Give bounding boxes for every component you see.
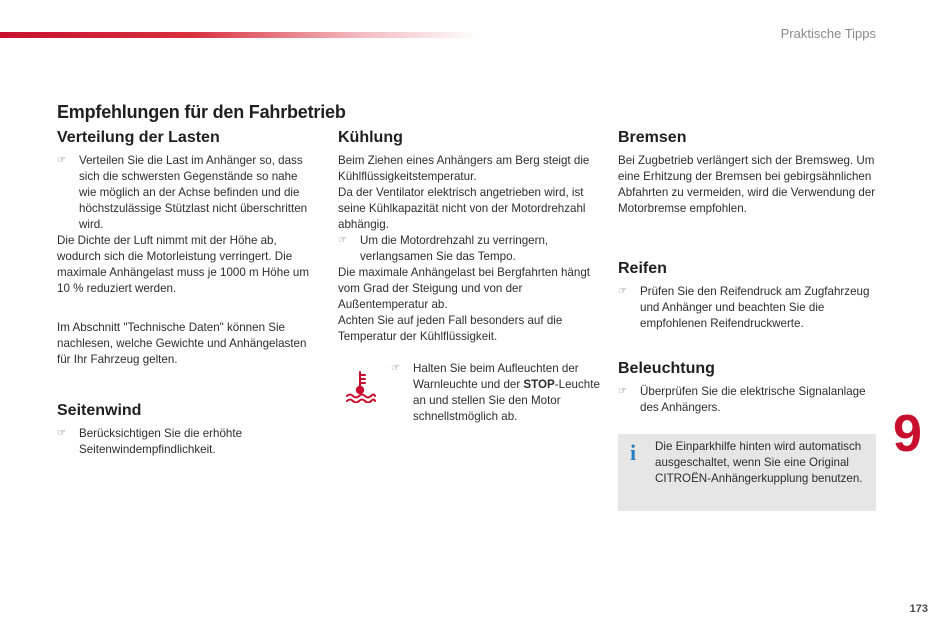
stop-label: STOP xyxy=(523,378,555,391)
heading-tyres: Reifen xyxy=(618,260,667,277)
pointing-hand-icon: ☞ xyxy=(391,363,400,374)
bullet-item: ☞ Berücksichtigen Sie die erhöhte Seitenwindempfindlichkeit. xyxy=(57,427,243,456)
column-tyres xyxy=(618,259,880,332)
column-cooling xyxy=(338,128,598,345)
paragraph: Beim Ziehen eines Anhängers am Berg steigt die Kühlflüssigkeitstemperatur. xyxy=(338,154,590,183)
pointing-hand-icon: ☞ xyxy=(338,235,347,246)
pointing-hand-icon: ☞ xyxy=(57,155,66,166)
bullet-item: ☞ Verteilen Sie die Last im Anhänger so, dass sich die schwersten Gegenstände so nahe wie möglich an der Achse befinden und die höchstzulässige Stützlast nicht überschritten wird. xyxy=(57,154,308,231)
coolant-temperature-icon xyxy=(343,369,377,403)
paragraph: Die maximale Anhängelast bei Bergfahrten hängt vom Grad der Steigung und von der Außentemperatur ab. xyxy=(338,266,590,311)
page-number: 173 xyxy=(909,603,928,615)
column-lighting xyxy=(618,359,880,416)
paragraph: Bei Zugbetrieb verlängert sich der Bremsweg. Um eine Erhitzung der Bremsen bei gebirgsähnlichen Abfahrten zu vermeiden, wird die Verwendung der Motorbremse empfohlen. xyxy=(618,154,876,215)
info-icon: i xyxy=(630,440,637,465)
pointing-hand-icon: ☞ xyxy=(618,286,627,297)
info-box xyxy=(618,434,876,511)
section-title: Praktische Tipps xyxy=(780,26,876,41)
pointing-hand-icon: ☞ xyxy=(618,386,627,397)
column-brakes xyxy=(618,128,880,217)
bullet-item: ☞ Um die Motordrehzahl zu verringern, verlangsamen Sie das Tempo. xyxy=(338,234,549,263)
paragraph: Achten Sie auf jeden Fall besonders auf die Temperatur der Kühlflüssigkeit. xyxy=(338,314,563,343)
column-load-distribution xyxy=(57,128,314,297)
technical-data-note: Im Abschnitt "Technische Daten" können Sie nachlesen, welche Gewichte und Anhängelasten für Ihr Fahrzeug gelten. xyxy=(57,321,307,366)
heading-lighting: Beleuchtung xyxy=(618,360,715,377)
column-crosswind xyxy=(57,401,314,458)
coolant-warning-text: ☞ Halten Sie beim Aufleuchten der Warnleuchte und der STOP-Leuchte an und stellen Sie den Motor schnellstmöglich ab. xyxy=(391,362,600,423)
paragraph: Da der Ventilator elektrisch angetrieben wird, ist seine Kühlkapazität nicht von der Motordrehzahl abhängig. xyxy=(338,186,586,231)
header-accent-bar xyxy=(0,32,480,38)
heading-brakes: Bremsen xyxy=(618,129,687,146)
bullet-item: ☞ Überprüfen Sie die elektrische Signalanlage des Anhängers. xyxy=(618,385,866,414)
info-text: Die Einparkhilfe hinten wird automatisch ausgeschaltet, wenn Sie eine Original CITROËN-Anhängerkupplung benutzen. xyxy=(655,440,863,485)
heading-cooling: Kühlung xyxy=(338,129,403,146)
heading-crosswind: Seitenwind xyxy=(57,402,142,419)
bullet-item: ☞ Prüfen Sie den Reifendruck am Zugfahrzeug und Anhänger und beachten Sie die empfohlenen Reifendruckwerte. xyxy=(618,285,870,330)
heading-load-distribution: Verteilung der Lasten xyxy=(57,129,220,146)
page-heading: Empfehlungen für den Fahrbetrieb xyxy=(57,102,346,122)
pointing-hand-icon: ☞ xyxy=(57,428,66,439)
chapter-number: 9 xyxy=(893,405,922,463)
paragraph: Die Dichte der Luft nimmt mit der Höhe ab, wodurch sich die Motorleistung verringert. Die maximale Anhängelast muss je 1000 m Höhe um 10 % reduziert werden. xyxy=(57,234,309,295)
